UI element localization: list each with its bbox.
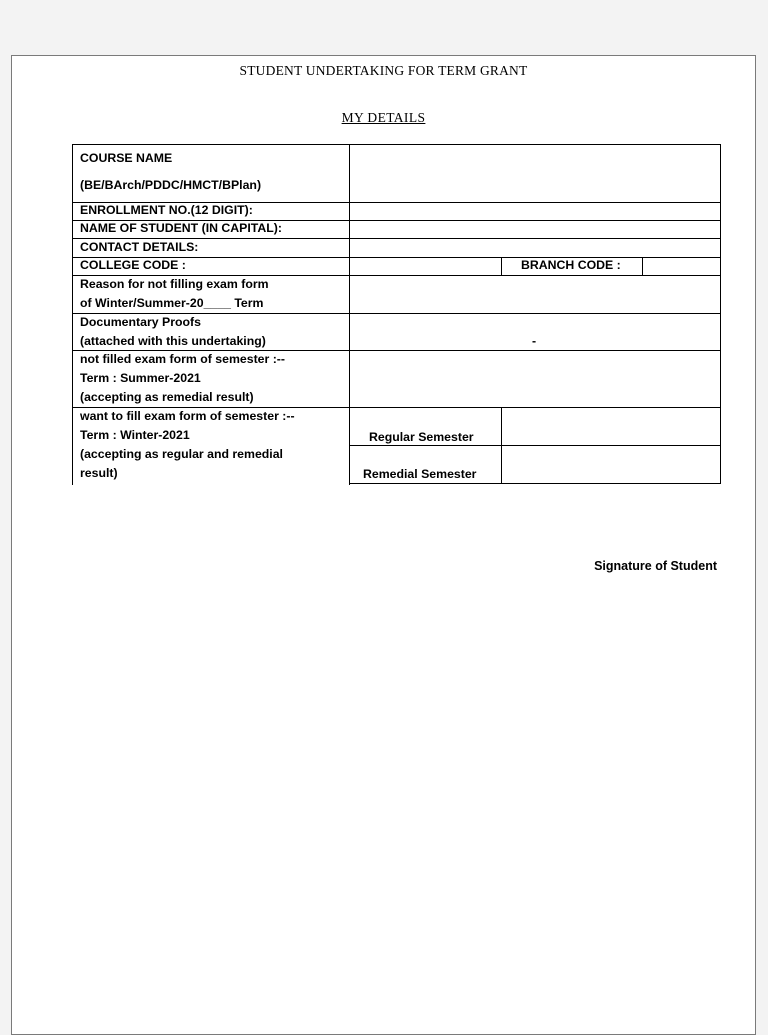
table-rule <box>72 144 721 145</box>
document-title: STUDENT UNDERTAKING FOR TERM GRANT <box>239 63 528 78</box>
course-name-hint: (BE/BArch/PDDC/HMCT/BPlan) <box>80 178 262 192</box>
table-rule <box>720 144 721 484</box>
table-rule <box>501 257 502 276</box>
section-title: MY DETAILS <box>341 110 426 125</box>
college-code-label: COLLEGE CODE : <box>80 258 186 272</box>
not-filled-label: not filled exam form of semester :-- <box>80 352 285 366</box>
table-rule <box>349 144 350 485</box>
table-rule <box>642 257 643 276</box>
want-to-fill-label: Term : Winter-2021 <box>80 428 190 442</box>
proofs-value: - <box>532 334 537 348</box>
contact-label: CONTACT DETAILS: <box>80 240 199 254</box>
want-to-fill-label: want to fill exam form of semester :-- <box>80 409 295 423</box>
signature-label: Signature of Student <box>594 559 717 573</box>
document-page <box>11 55 756 1035</box>
want-to-fill-label: result) <box>80 466 118 480</box>
enrollment-label: ENROLLMENT NO.(12 DIGIT): <box>80 203 253 217</box>
course-name-label: COURSE NAME <box>80 151 173 165</box>
want-to-fill-label: (accepting as regular and remedial <box>80 447 283 461</box>
branch-code-label: BRANCH CODE : <box>521 258 621 272</box>
not-filled-label: (accepting as remedial result) <box>80 390 254 404</box>
regular-semester-label: Regular Semester <box>369 430 474 444</box>
proofs-label: (attached with this undertaking) <box>80 334 266 348</box>
reason-label: Reason for not filling exam form <box>80 277 269 291</box>
proofs-label: Documentary Proofs <box>80 315 201 329</box>
table-rule <box>501 407 502 484</box>
details-form-table <box>72 144 721 485</box>
reason-label: of Winter/Summer-20____ Term <box>80 296 264 310</box>
table-rule <box>72 144 73 485</box>
not-filled-label: Term : Summer-2021 <box>80 371 201 385</box>
student-name-label: NAME OF STUDENT (IN CAPITAL): <box>80 221 282 235</box>
remedial-semester-label: Remedial Semester <box>363 467 477 481</box>
